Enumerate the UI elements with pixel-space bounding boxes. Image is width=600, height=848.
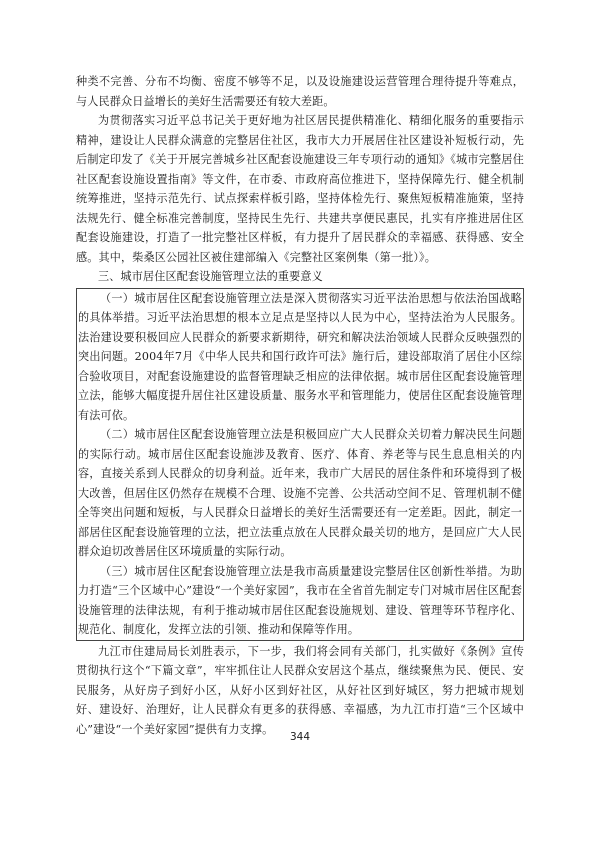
section-heading-significance: 三、城市居住区配套设施管理立法的重要意义	[98, 270, 323, 283]
paragraph-intro-continued: 种类不完善、分布不均衡、密度不够等不足，以及设施建设运营管理合理待提升等难点，与人民群众日益增长的美好生活需要还有较大差距。	[76, 75, 524, 108]
paragraph-point-three: （三）城市居住区配套设施管理立法是我市高质量建设完整居住区创新性举措。为助力打造“三个区域中心”建设“一个美好家园”，我市在全省首先制定专门对城市居住区配套设施管理的法律法规，有利于推动城市居住区配套设施规划、建设、管理等环节程序化、规范化、制度化，发挥立法的引领、推动和保障等作用。	[78, 564, 522, 636]
paragraph-point-one: （一）城市居住区配套设施管理立法是深入贯彻落实习近平法治思想与依法治国战略的具体举措。习近平法治思想的根本立足点是坚持以人民为中心，坚持法治为人民服务。法治建设要积极回应人民群众的新要求新期待，研究和解决法治领域人民群众反映强烈的突出问题。2004年7月《中华人民共和国行政许可法》施行后，建设部取消了居住小区综合验收项目，对配套设施建设的监督管理缺乏相应的法律依据。城市居住区配套设施管理立法，能够大幅度提升居住社区建设质量、服务水平和管理能力，使居住区配套设施管理有法可依。	[78, 291, 522, 422]
paragraph-point-two: （二）城市居住区配套设施管理立法是积极回应广大人民群众关切着力解决民生问题的实际行动。城市居住区配套设施涉及教育、医疗、体育、养老等与民生息息相关的内容，直接关系到人民群众的切身利益。近年来，我市广大居民的居住条件和环境得到了极大改善，但居住区仍然存在规模不合理、设施不完善、公共活动空间不足、管理机制不健全等突出问题和短板，与人民群众日益增长的美好生活需要还有一定差距。因此，制定一部居住区配套设施管理的立法，把立法重点放在人民群众最关切的地方，是回应广大人民群众迫切改善居住区环境质量的实际行动。	[78, 428, 522, 558]
framed-section	[76, 288, 524, 641]
document-body	[76, 72, 524, 739]
paragraph-city-actions: 为贯彻落实习近平总书记关于更好地为社区居民提供精准化、精细化服务的重要指示精神，建设让人民群众满意的完整居住社区，我市大力开展居住社区建设补短板行动，先后制定印发了《关于开展完善城乡社区配套设施建设三年专项行动的通知》《城市完整居住社区配套设施设置指南》等文件，在市委、市政府高位推进下，坚持保障先行、健全机制统筹推进，坚持示范先行、试点探索样板引路，坚持体检先行、聚焦短板精准施策，坚持法规先行、健全标准完善制度，坚持民生先行、共建共享便民惠民，扎实有序推进居住区配套设施建设，打造了一批完整社区样板，有力提升了居民群众的幸福感、获得感、安全感。其中，柴桑区公园社区被住建部编入《完整社区案例集（第一批）》。	[76, 114, 524, 264]
page-number: 344	[289, 731, 311, 743]
paragraph-next-steps: 九江市住建局局长刘胜表示，下一步，我们将会同有关部门，扎实做好《条例》宣传贯彻执行这个“下篇文章”，牢牢抓住让人民群众安居这个基点，继续聚焦为民、便民、安民服务，从好房子到好小区，从好小区到好社区，从好社区到好城区，努力把城市规划好、建设好、治理好，让人民群众有更多的获得感、幸福感，为九江市打造“三个区域中心”建设“一个美好家园”提供有力支撑。	[76, 644, 524, 736]
